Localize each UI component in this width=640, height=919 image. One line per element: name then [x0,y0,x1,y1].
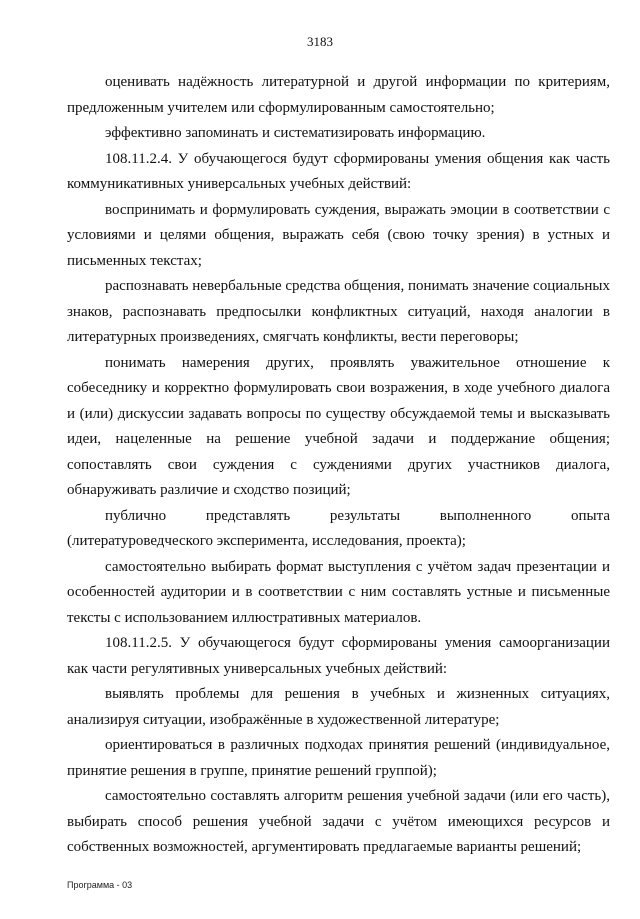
paragraph-understand-intentions: понимать намерения других, проявлять уважительное отношение к собеседнику и корректно формулировать свои возражения, в ходе учебного диалога и (или) дискуссии задавать вопросы по существу обсуждаемой темы и высказывать идеи, нацеленные на решение учебной задачи и поддержание общения; сопоставлять свои суждения с суждениями других участников диалога, обнаруживать различие и сходство позиций; [67,354,610,498]
paragraph-present-results: публично представлять результаты выполненного опыта (литературоведческого эксперимента, исследования, проекта); [67,507,610,549]
paragraph-evaluate-reliability: оценивать надёжность литературной и другой информации по критериям, предложенным учителем или сформулированным самостоятельно; [67,74,610,116]
paragraph-compose-algorithm: самостоятельно составлять алгоритм решения учебной задачи (или его часть), выбирать способ решения учебной задачи с учётом имеющихся ресурсов и собственных возможностей, аргументировать предлагаемые варианты решений; [67,788,610,855]
document-body [67,70,610,861]
page-number: 3183 [307,34,333,49]
paragraph-decision-approaches: ориентироваться в различных подходах принятия решений (индивидуальное, принятие решения в группе, принятие решений группой); [67,737,610,779]
paragraph-nonverbal-communication: распознавать невербальные средства общения, понимать значение социальных знаков, распознавать предпосылки конфликтных ситуаций, находя аналогии в литературных произведениях, смягчать конфликты, вести переговоры; [67,278,610,345]
paragraph-formulate-judgments: воспринимать и формулировать суждения, выражать эмоции в соответствии с условиями и целями общения, выражать себя (свою точку зрения) в устных и письменных текстах; [67,201,610,269]
page-footer: Программа - 03 [67,880,133,890]
paragraph-memorize-information: эффективно запоминать и систематизировать информацию. [105,125,486,141]
paragraph-section-108-11-2-5: 108.11.2.5. У обучающегося будут сформированы умения самоорганизации как части регулятивных универсальных учебных действий: [67,635,610,677]
paragraph-choose-presentation-format: самостоятельно выбирать формат выступления с учётом задач презентации и особенностей аудитории и в соответствии с ним составлять устные и письменные тексты с использованием иллюстративных материалов. [67,558,610,626]
paragraph-identify-problems: выявлять проблемы для решения в учебных и жизненных ситуациях, анализируя ситуации, изображённые в художественной литературе; [67,686,610,728]
paragraph-section-108-11-2-4: 108.11.2.4. У обучающегося будут сформированы умения общения как часть коммуникативных универсальных учебных действий: [67,150,610,192]
